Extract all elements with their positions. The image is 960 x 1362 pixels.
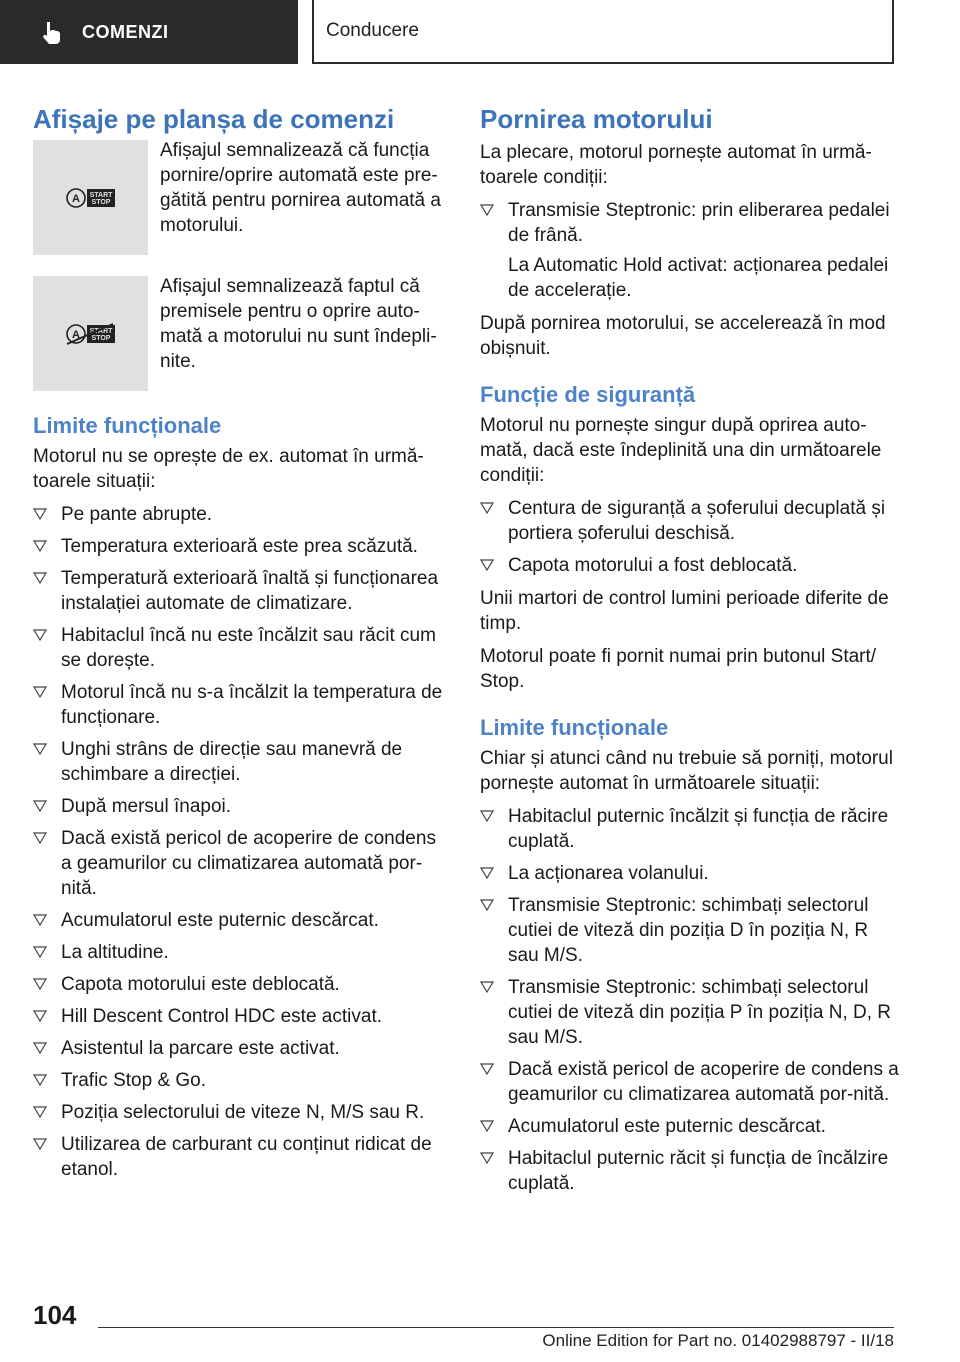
- header-chapter: [312, 0, 894, 64]
- list-item: Unghi strâns de direcție sau manevră de schimbare a direcției.: [33, 737, 443, 787]
- safety-intro: Motorul nu pornește singur după oprirea auto‐mată, dacă este îndeplinită una din următoarele condiții:: [480, 415, 882, 486]
- hand-pointer-icon: [38, 19, 64, 45]
- list-item: Utilizarea de carburant cu conținut ridicat de etanol.: [33, 1132, 443, 1182]
- start-stop-active-icon: [33, 140, 148, 255]
- triangle-bullet-icon: [480, 1120, 494, 1132]
- section-title-limits: Limite funcționale: [33, 413, 222, 438]
- triangle-bullet-icon: [480, 899, 494, 911]
- triangle-bullet-icon: [33, 1138, 47, 1150]
- section-title-displays: Afișaje pe planșa de comenzi: [33, 104, 395, 134]
- triangle-bullet-icon: [480, 981, 494, 993]
- svg-text:A: A: [71, 328, 80, 341]
- list-item: Trafic Stop & Go.: [33, 1068, 443, 1093]
- svg-text:START: START: [89, 191, 112, 199]
- display-description: Afișajul semnalizează faptul că premisele pentru o oprire auto‐mată a motorului nu sunt îndepli‐nite.: [160, 276, 437, 372]
- triangle-bullet-icon: [33, 572, 47, 584]
- footer-edition: Online Edition for Part no. 01402988797 - II/18: [542, 1331, 894, 1350]
- list-item: Motorul încă nu s-a încălzit la temperatura de funcționare.: [33, 680, 443, 730]
- list-item: Acumulatorul este puternic descărcat.: [33, 908, 443, 933]
- triangle-bullet-icon: [480, 810, 494, 822]
- triangle-bullet-icon: [33, 1010, 47, 1022]
- list-item: Pe pante abrupte.: [33, 502, 443, 527]
- svg-text:STOP: STOP: [91, 334, 110, 342]
- list-item: Capota motorului este deblocată.: [33, 972, 443, 997]
- triangle-bullet-icon: [33, 914, 47, 926]
- header-section-tab: [0, 0, 298, 64]
- list-item: Capota motorului a fost deblocată.: [480, 553, 900, 578]
- right-column: [480, 104, 900, 1204]
- engine-start-after: După pornirea motorului, se accelerează în mod obișnuit.: [480, 313, 886, 359]
- engine-start-list: [480, 198, 900, 248]
- section-title-safety: Funcție de siguranță: [480, 382, 696, 407]
- list-item: Temperatură exterioară înaltă și funcționarea instalației automate de climatizare.: [33, 566, 443, 616]
- triangle-bullet-icon: [33, 978, 47, 990]
- svg-text:STOP: STOP: [91, 198, 110, 206]
- triangle-bullet-icon: [480, 867, 494, 879]
- triangle-bullet-icon: [33, 1106, 47, 1118]
- page-number: 104: [33, 1300, 77, 1330]
- list-item: Dacă există pericol de acoperire de condens a geamurilor cu climatizarea automată por‐nită.: [480, 1057, 900, 1107]
- section-title-limits-start: Limite funcționale: [480, 715, 669, 740]
- footer-divider: [98, 1327, 894, 1328]
- svg-text:START: START: [89, 327, 112, 335]
- list-item: Habitaclul încă nu este încălzit sau răcit cum se dorește.: [33, 623, 443, 673]
- triangle-bullet-icon: [33, 508, 47, 520]
- header-section-label: COMENZI: [82, 21, 169, 42]
- display-row: [33, 276, 443, 391]
- safety-note-button: Motorul poate fi pornit numai prin butonul Start/ Stop.: [480, 646, 877, 692]
- triangle-bullet-icon: [33, 1042, 47, 1054]
- triangle-bullet-icon: [33, 832, 47, 844]
- list-item: Habitaclul puternic încălzit și funcția de răcire cuplată.: [480, 804, 900, 854]
- left-column: [33, 104, 443, 1190]
- list-item: Dacă există pericol de acoperire de condens a geamurilor cu climatizarea automată por‐nită.: [33, 826, 443, 901]
- list-item: După mersul înapoi.: [33, 794, 443, 819]
- list-item: Transmisie Steptronic: prin eliberarea pedalei de frână.: [480, 198, 900, 248]
- start-stop-disabled-icon: [33, 276, 148, 391]
- engine-start-intro: La plecare, motorul pornește automat în urmă‐toarele condiții:: [480, 142, 872, 188]
- triangle-bullet-icon: [33, 743, 47, 755]
- triangle-bullet-icon: [480, 1152, 494, 1164]
- list-item: La altitudine.: [33, 940, 443, 965]
- header-chapter-label: Conducere: [326, 20, 419, 41]
- engine-start-subnote: La Automatic Hold activat: acționarea pedalei de accelerație.: [508, 255, 889, 301]
- limits-intro: Motorul nu se oprește de ex. automat în urmă‐toarele situații:: [33, 446, 424, 492]
- list-item: La acționarea volanului.: [480, 861, 900, 886]
- triangle-bullet-icon: [33, 629, 47, 641]
- safety-list: [480, 496, 900, 578]
- triangle-bullet-icon: [33, 946, 47, 958]
- safety-note-lights: Unii martori de control lumini perioade diferite de timp.: [480, 588, 889, 634]
- limits-start-list: [480, 804, 900, 1196]
- list-item: Acumulatorul este puternic descărcat.: [480, 1114, 900, 1139]
- list-item: Asistentul la parcare este activat.: [33, 1036, 443, 1061]
- display-row: [33, 140, 443, 255]
- display-description: Afișajul semnalizează că funcția pornire/oprire automată este pre‐gătită pentru pornirea automată a motorului.: [160, 140, 441, 236]
- triangle-bullet-icon: [33, 1074, 47, 1086]
- list-item: Temperatura exterioară este prea scăzută.: [33, 534, 443, 559]
- triangle-bullet-icon: [33, 540, 47, 552]
- triangle-bullet-icon: [480, 559, 494, 571]
- limits-start-intro: Chiar și atunci când nu trebuie să porniți, motorul pornește automat în următoarele situații:: [480, 748, 893, 794]
- limits-list: [33, 502, 443, 1182]
- triangle-bullet-icon: [33, 800, 47, 812]
- list-item: Poziția selectorului de viteze N, M/S sau R.: [33, 1100, 443, 1125]
- triangle-bullet-icon: [480, 204, 494, 216]
- list-item: Centura de siguranță a șoferului decuplată și portiera șoferului deschisă.: [480, 496, 900, 546]
- triangle-bullet-icon: [480, 1063, 494, 1075]
- triangle-bullet-icon: [480, 502, 494, 514]
- svg-text:A: A: [71, 192, 80, 205]
- list-item: Transmisie Steptronic: schimbați selectorul cutiei de viteză din poziția P în poziția N, D, R sau M/S.: [480, 975, 900, 1050]
- list-item: Hill Descent Control HDC este activat.: [33, 1004, 443, 1029]
- section-title-engine-start: Pornirea motorului: [480, 104, 713, 134]
- triangle-bullet-icon: [33, 686, 47, 698]
- list-item: Habitaclul puternic răcit și funcția de încălzire cuplată.: [480, 1146, 900, 1196]
- list-item: Transmisie Steptronic: schimbați selectorul cutiei de viteză din poziția D în poziția N, R sau M/S.: [480, 893, 900, 968]
